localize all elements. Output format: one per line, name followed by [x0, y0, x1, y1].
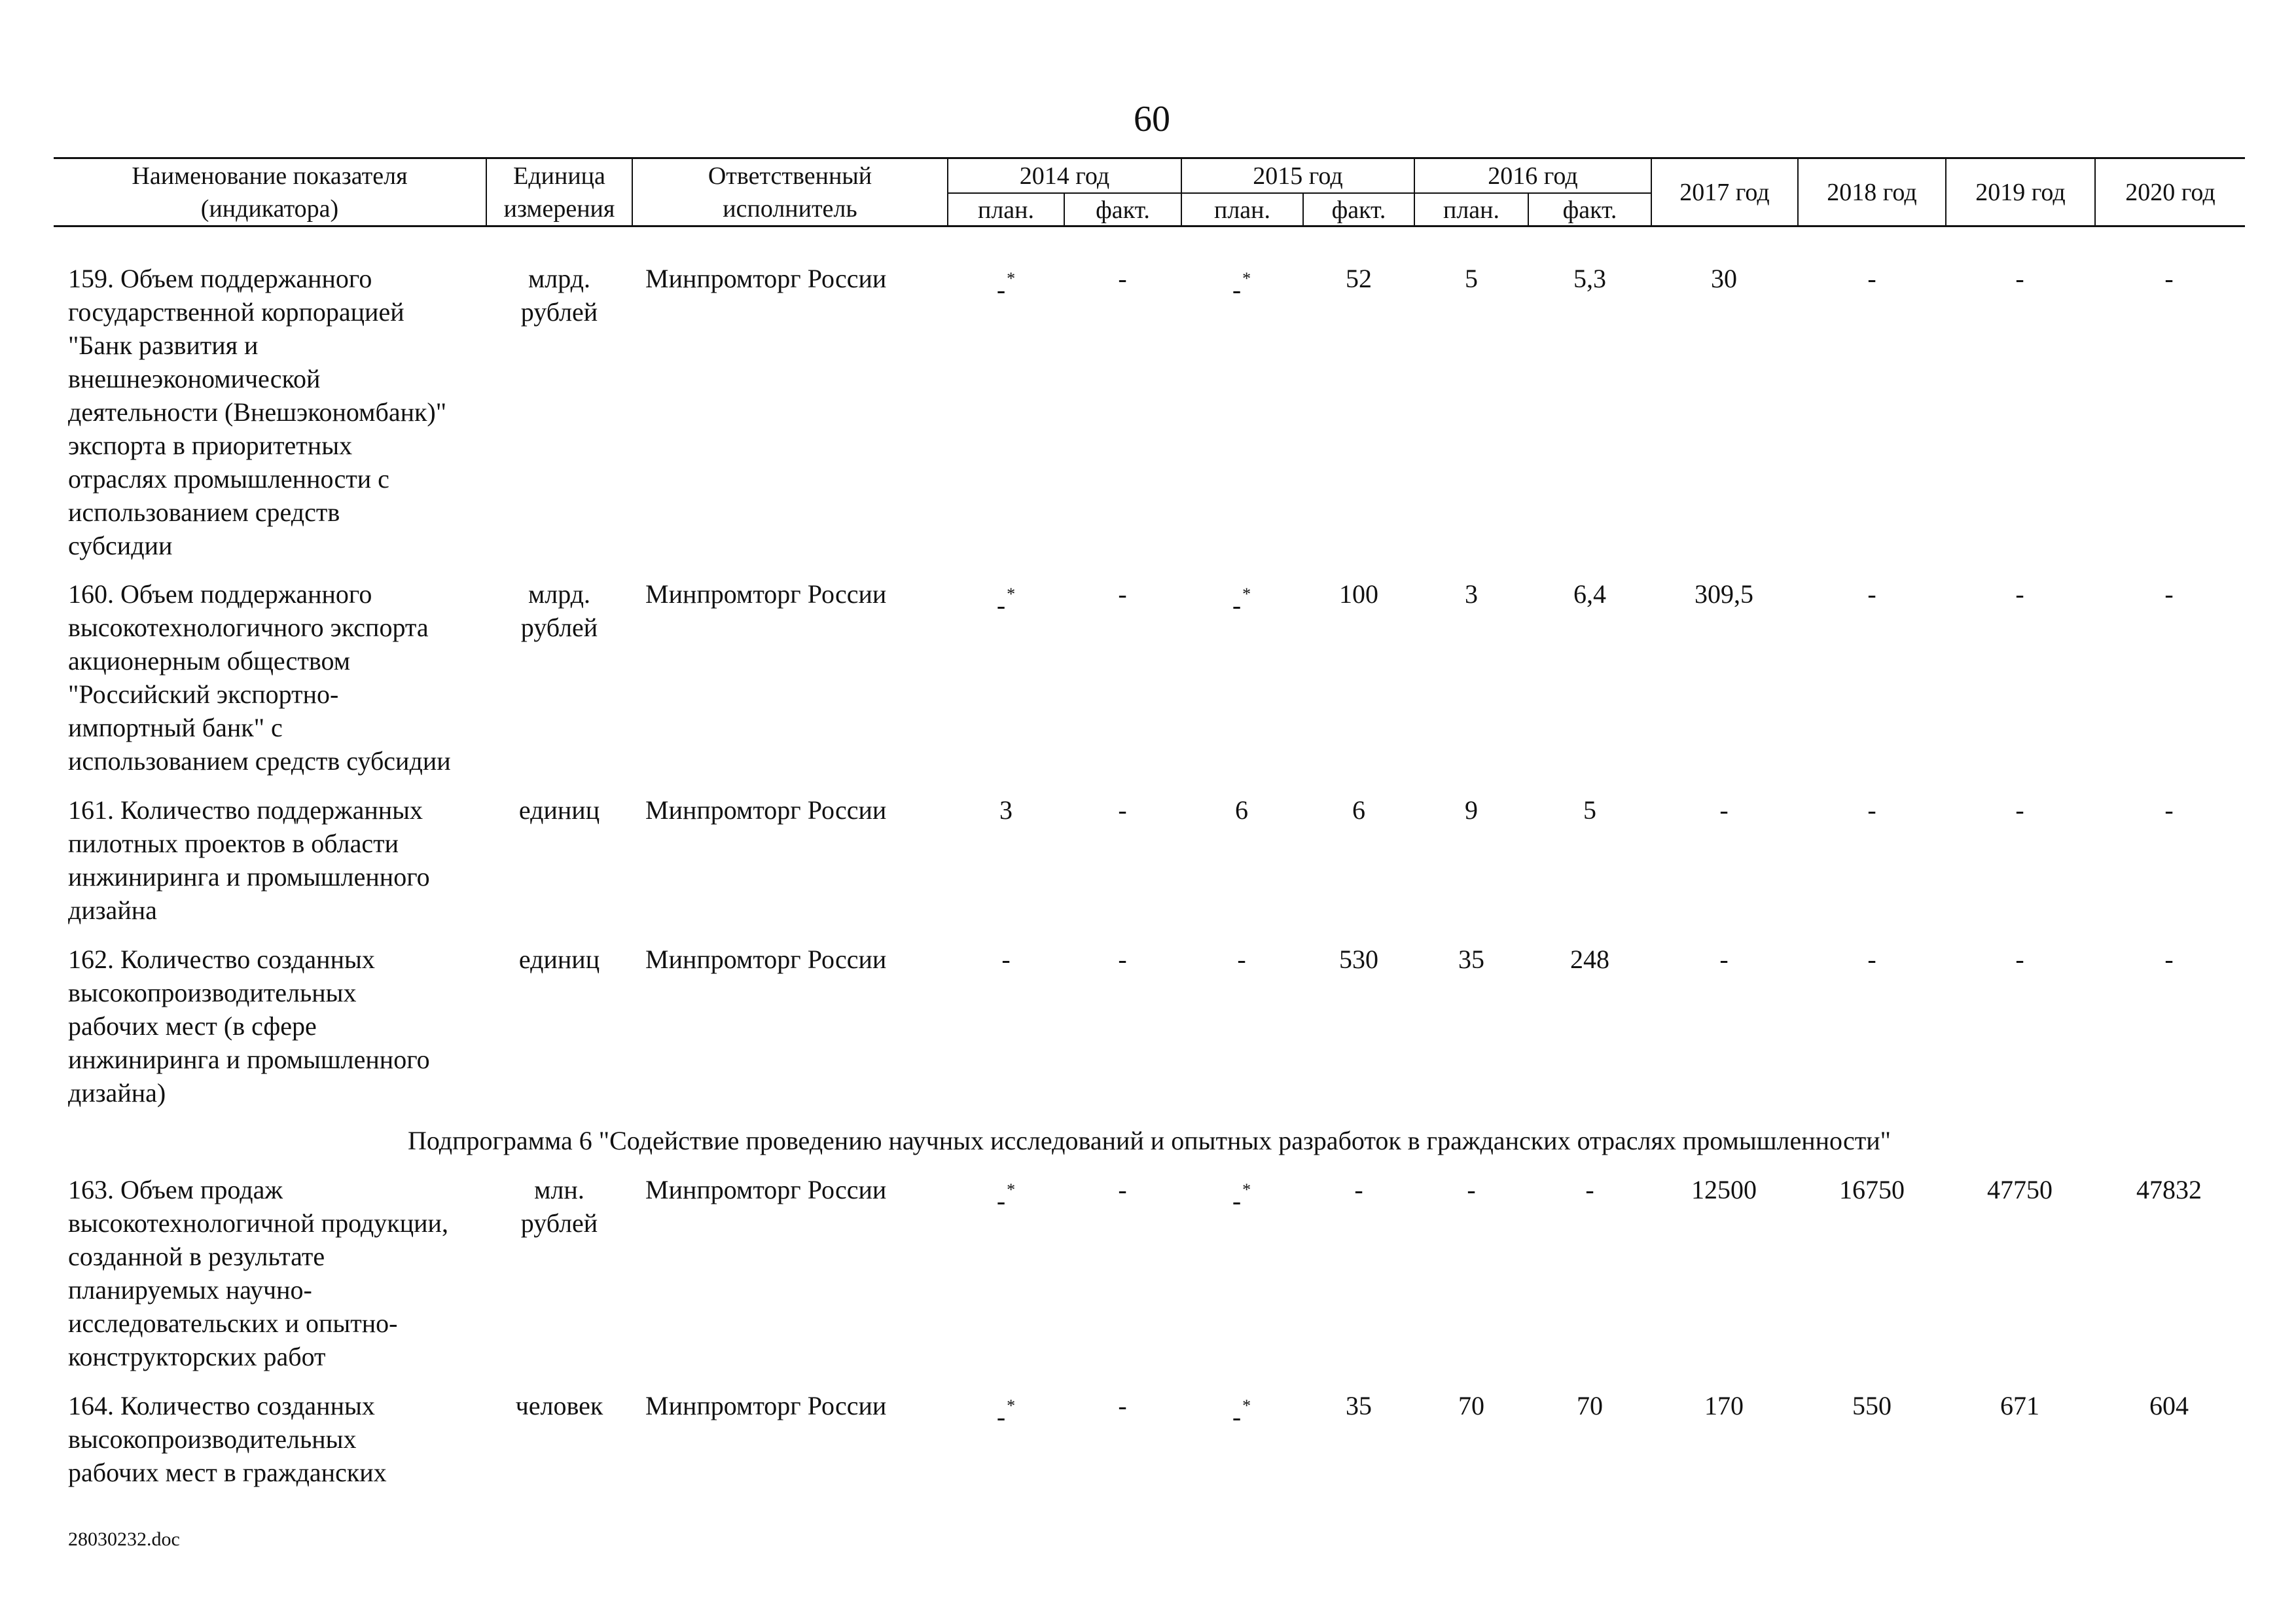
value-cell [1524, 1389, 1655, 1422]
header-year-2014: 2014 год [1019, 162, 1110, 190]
value-cell [1057, 793, 1188, 827]
value-text: - [1232, 1402, 1242, 1432]
value-cell [1176, 262, 1307, 306]
value-cell [1524, 1173, 1655, 1206]
value-cell [1176, 1389, 1307, 1434]
value-cell [1806, 1173, 1937, 1206]
value-cell [1659, 793, 1789, 827]
value-cell [1406, 793, 1537, 827]
indicator-name-line: дизайна [68, 895, 157, 925]
value-text: 35 [1458, 945, 1484, 974]
value-text: 309,5 [1695, 579, 1753, 609]
header-unit-line2: измерения [503, 195, 615, 223]
value-cell [941, 943, 1071, 976]
value-cell [1524, 262, 1655, 295]
value-text: 70 [1577, 1391, 1603, 1420]
unit-line: рублей [520, 297, 598, 327]
value-text: - [1118, 945, 1127, 974]
value-cell [1524, 943, 1655, 976]
footnote-star: * [1242, 269, 1251, 288]
indicator-name-line: импортный банк" с [68, 713, 283, 742]
value-text: 248 [1570, 945, 1609, 974]
value-text: 671 [2000, 1391, 2039, 1420]
value-cell [1057, 1173, 1188, 1206]
value-text: - [1232, 590, 1242, 620]
footer-filename: 28030232.doc [68, 1528, 180, 1550]
value-cell [1406, 1389, 1537, 1422]
header-2014-plan: план. [977, 196, 1034, 224]
header-indicator [54, 160, 486, 225]
value-text: - [2015, 579, 2024, 609]
value-text: - [2015, 795, 2024, 825]
header-year-2020: 2020 год [2125, 179, 2215, 206]
value-cell [1293, 1173, 1424, 1206]
header-executor-line2: исполнитель [723, 195, 857, 223]
value-text: - [1354, 1175, 1363, 1204]
value-text: - [2164, 795, 2174, 825]
value-cell [1659, 943, 1789, 976]
indicator-name-line: пилотных проектов в области [68, 829, 399, 858]
value-cell [1524, 577, 1655, 611]
value-cell [1954, 1173, 2085, 1206]
value-cell [1293, 943, 1424, 976]
value-text: - [1001, 945, 1011, 974]
value-cell [1659, 1389, 1789, 1422]
value-text: - [1232, 1186, 1242, 1216]
value-text: 30 [1711, 264, 1737, 293]
value-text: - [996, 1186, 1006, 1216]
value-cell [2104, 793, 2234, 827]
value-text: - [1118, 795, 1127, 825]
value-text: - [1118, 1175, 1127, 1204]
indicator-name-line: рабочих мест в гражданских [68, 1458, 387, 1487]
value-cell [1176, 793, 1307, 827]
indicator-name-line: инжиниринга и промышленного [68, 1045, 430, 1074]
header-2016-fact: факт. [1562, 196, 1617, 224]
header-executor-line1: Ответственный [708, 162, 872, 190]
value-text: 52 [1346, 264, 1372, 293]
value-text: 5,3 [1573, 264, 1606, 293]
value-text: 5 [1583, 795, 1596, 825]
value-cell [1954, 1389, 2085, 1422]
header-indicator-line2: (индикатора) [200, 195, 339, 223]
value-cell [1659, 262, 1789, 295]
header-year-2016: 2016 год [1488, 162, 1578, 190]
executor-cell: Минпромторг России [645, 579, 887, 609]
indicator-name-line: государственной корпорацией [68, 297, 404, 327]
footnote-star: * [1007, 1396, 1016, 1415]
value-cell [1057, 577, 1188, 611]
value-cell [1293, 1389, 1424, 1422]
value-cell [941, 262, 1071, 306]
value-cell [1057, 1389, 1188, 1422]
indicator-name-line: "Российский экспортно- [68, 679, 339, 709]
indicator-name-line: "Банк развития и [68, 331, 259, 360]
value-text: 6 [1352, 795, 1365, 825]
value-text: - [996, 1402, 1006, 1432]
value-text: - [1118, 579, 1127, 609]
value-text: 6,4 [1573, 579, 1606, 609]
header-2014-fact: факт. [1096, 196, 1150, 224]
value-text: - [1867, 579, 1876, 609]
header-year-2018: 2018 год [1827, 179, 1917, 206]
footnote-star: * [1242, 1180, 1251, 1199]
value-cell [1176, 577, 1307, 622]
header-executor [633, 160, 947, 225]
unit-line: рублей [520, 613, 598, 642]
indicator-name-line: 162. Количество созданных [68, 945, 375, 974]
value-cell [1293, 262, 1424, 295]
value-text: - [1867, 795, 1876, 825]
value-text: - [1719, 945, 1729, 974]
value-cell [1659, 1173, 1789, 1206]
header-unit-line1: Единица [513, 162, 605, 190]
subprogram-title: Подпрограмма 6 "Содействие проведению научных исследований и опытных разработок в гражданских отраслях промышленности" [408, 1126, 1891, 1155]
header-2015-plan: план. [1213, 196, 1270, 224]
value-text: - [996, 590, 1006, 620]
value-text: - [1585, 1175, 1594, 1204]
value-text: - [2015, 264, 2024, 293]
indicator-name-line: использованием средств субсидии [68, 746, 451, 776]
value-text: 35 [1346, 1391, 1372, 1420]
value-text: - [1237, 945, 1246, 974]
value-text: - [2164, 945, 2174, 974]
value-text: - [996, 275, 1006, 304]
indicator-name-line: высокотехнологичного экспорта [68, 613, 429, 642]
header-top-rule [54, 157, 2245, 159]
footnote-star: * [1007, 269, 1016, 288]
value-text: 70 [1458, 1391, 1484, 1420]
header-indicator-line1: Наименование показателя [132, 162, 408, 190]
header-year-2015: 2015 год [1253, 162, 1343, 190]
footnote-star: * [1007, 1180, 1016, 1199]
page-number: 60 [1134, 99, 1170, 139]
indicator-name-line: планируемых научно- [68, 1275, 312, 1305]
indicator-name-line: исследовательских и опытно- [68, 1308, 398, 1338]
indicator-name-line: использованием средств [68, 497, 340, 527]
value-cell [1659, 577, 1789, 611]
header-year-2019: 2019 год [1975, 179, 2066, 206]
value-cell [1954, 577, 2085, 611]
indicator-name-line: конструкторских работ [68, 1342, 326, 1371]
indicator-name-line: высокопроизводительных [68, 978, 357, 1007]
value-text: 530 [1339, 945, 1378, 974]
value-text: 3 [1465, 579, 1478, 609]
value-text: 16750 [1839, 1175, 1905, 1204]
value-cell [1954, 943, 2085, 976]
value-cell [1293, 793, 1424, 827]
value-text: 100 [1339, 579, 1378, 609]
value-text: - [1118, 264, 1127, 293]
executor-cell: Минпромторг России [645, 1391, 887, 1420]
indicator-name-line: 163. Объем продаж [68, 1175, 283, 1204]
value-text: 604 [2149, 1391, 2189, 1420]
value-cell [2104, 577, 2234, 611]
indicator-name-line: экспорта в приоритетных [68, 431, 353, 460]
value-text: - [1232, 275, 1242, 304]
header-2015-fact: факт. [1331, 196, 1386, 224]
indicator-name-line: созданной в результате [68, 1242, 325, 1271]
header-unit [487, 160, 632, 225]
executor-cell: Минпромторг России [645, 264, 887, 293]
value-cell [1524, 793, 1655, 827]
value-cell [941, 793, 1071, 827]
value-text: 12500 [1691, 1175, 1757, 1204]
unit-line: человек [515, 1391, 603, 1420]
value-cell [1406, 1173, 1537, 1206]
indicator-name-line: высокотехнологичной продукции, [68, 1208, 448, 1238]
indicator-name-line: внешнеэкономической [68, 364, 321, 393]
value-cell [2104, 1173, 2234, 1206]
value-text: 6 [1235, 795, 1248, 825]
header-2016-plan: план. [1443, 196, 1499, 224]
value-text: 5 [1465, 264, 1478, 293]
indicator-name-line: акционерным обществом [68, 646, 351, 676]
value-cell [1806, 262, 1937, 295]
header-year-2017: 2017 год [1679, 179, 1770, 206]
value-text: 47750 [1987, 1175, 2053, 1204]
value-text: - [1719, 795, 1729, 825]
value-text: 170 [1704, 1391, 1744, 1420]
value-text: 9 [1465, 795, 1478, 825]
indicator-name-line: субсидии [68, 531, 173, 560]
value-text: 550 [1852, 1391, 1892, 1420]
executor-cell: Минпромторг России [645, 795, 887, 825]
value-text: - [2164, 264, 2174, 293]
unit-line: млрд. [528, 264, 591, 293]
value-cell [1406, 943, 1537, 976]
indicator-name-line: 164. Количество созданных [68, 1391, 375, 1420]
value-cell [1293, 577, 1424, 611]
value-cell [1406, 577, 1537, 611]
value-cell [2104, 943, 2234, 976]
indicator-name-line: рабочих мест (в сфере [68, 1011, 317, 1041]
value-text: - [1867, 264, 1876, 293]
unit-line: единиц [518, 945, 600, 974]
indicator-name-line: отраслях промышленности с [68, 464, 389, 494]
value-cell [2104, 1389, 2234, 1422]
value-text: - [1118, 1391, 1127, 1420]
footnote-star: * [1007, 585, 1016, 604]
unit-line: млрд. [528, 579, 591, 609]
executor-cell: Минпромторг России [645, 945, 887, 974]
footnote-star: * [1242, 585, 1251, 604]
value-text: - [1467, 1175, 1476, 1204]
value-cell [1806, 793, 1937, 827]
value-cell [1806, 577, 1937, 611]
value-cell [941, 577, 1071, 622]
value-cell [1806, 1389, 1937, 1422]
footnote-star: * [1242, 1396, 1251, 1415]
value-cell [1057, 943, 1188, 976]
value-cell [1954, 793, 2085, 827]
indicator-name-line: деятельности (Внешэкономбанк)" [68, 397, 447, 427]
unit-line: рублей [520, 1208, 598, 1238]
value-cell [1057, 262, 1188, 295]
value-cell [1176, 943, 1307, 976]
value-cell [1954, 262, 2085, 295]
value-cell [1806, 943, 1937, 976]
value-text: - [2164, 579, 2174, 609]
value-text: - [1867, 945, 1876, 974]
indicator-name-line: 160. Объем поддержанного [68, 579, 372, 609]
indicator-name-line: дизайна) [68, 1078, 166, 1108]
indicator-name-line: инжиниринга и промышленного [68, 862, 430, 892]
value-cell [941, 1389, 1071, 1434]
value-text: 3 [999, 795, 1013, 825]
indicator-name-line: высокопроизводительных [68, 1424, 357, 1454]
indicator-name-line: 159. Объем поддержанного [68, 264, 372, 293]
indicator-name-line: 161. Количество поддержанных [68, 795, 423, 825]
value-cell [1406, 262, 1537, 295]
value-text: - [2015, 945, 2024, 974]
value-text: 47832 [2136, 1175, 2202, 1204]
value-cell [941, 1173, 1071, 1218]
value-cell [2104, 262, 2234, 295]
unit-line: млн. [534, 1175, 584, 1204]
value-cell [1176, 1173, 1307, 1218]
executor-cell: Минпромторг России [645, 1175, 887, 1204]
unit-line: единиц [518, 795, 600, 825]
